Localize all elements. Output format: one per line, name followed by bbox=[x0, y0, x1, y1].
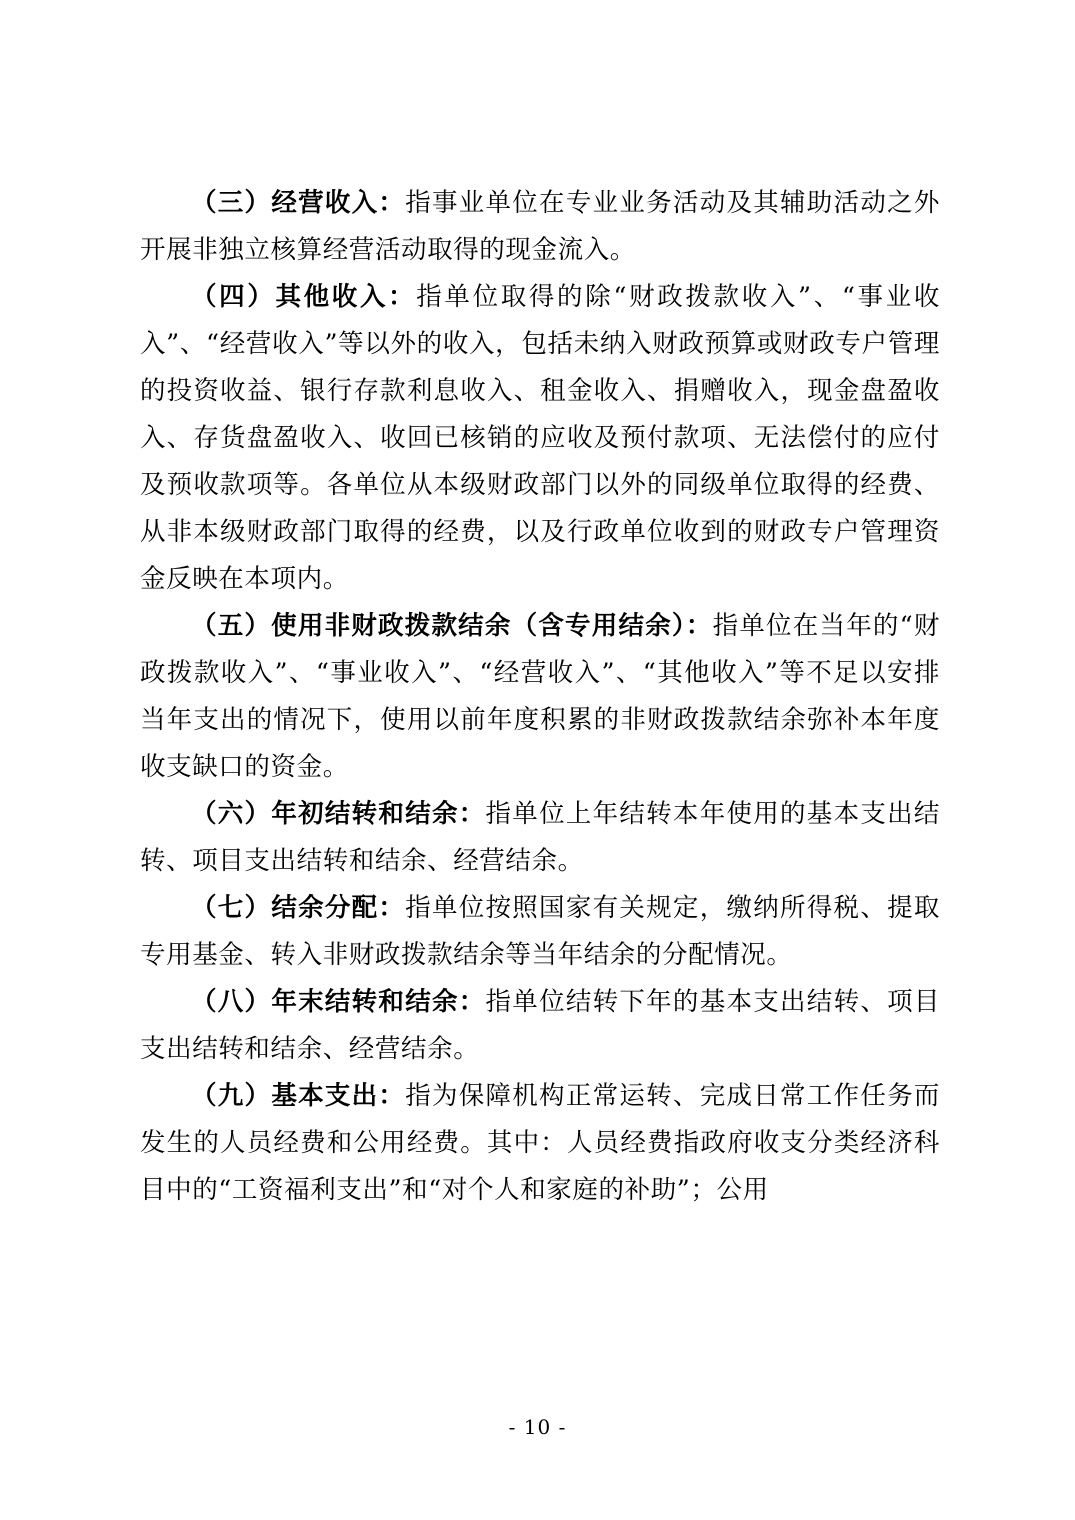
paragraph-text: 指单位在当年的“财政拨款收入”、“事业收入”、“经营收入”、“其他收入”等不足以安排当年支出的情况下，使用以前年度积累的非财政拨款结余弥补本年度收支缺口的资金。 bbox=[140, 611, 940, 782]
document-body bbox=[140, 180, 940, 1214]
paragraph-lead: （七）结余分配： bbox=[191, 893, 406, 923]
paragraph-lead: （九）基本支出： bbox=[191, 1081, 406, 1111]
paragraph-item bbox=[140, 1073, 940, 1214]
paragraph-text: 指单位按照国家有关规定，缴纳所得税、提取专用基金、转入非财政拨款结余等当年结余的分配情况。 bbox=[140, 893, 940, 970]
paragraph-item bbox=[140, 603, 940, 791]
page-number: - 10 - bbox=[508, 1415, 567, 1439]
paragraph-item bbox=[140, 791, 940, 885]
paragraph-lead: （五）使用非财政拨款结余（含专用结余）： bbox=[191, 611, 713, 641]
paragraph-text: 指为保障机构正常运转、完成日常工作任务而发生的人员经费和公用经费。其中：人员经费指政府收支分类经济科目中的“工资福利支出”和“对个人和家庭的补助”；公用 bbox=[140, 1081, 940, 1205]
paragraph-text: 指事业单位在专业业务活动及其辅助活动之外开展非独立核算经营活动取得的现金流入。 bbox=[140, 188, 940, 265]
paragraph-lead: （六）年初结转和结余： bbox=[191, 799, 486, 829]
paragraph-lead: （四）其他收入： bbox=[191, 282, 417, 312]
paragraph-text: 指单位上年结转本年使用的基本支出结转、项目支出结转和结余、经营结余。 bbox=[140, 799, 940, 876]
paragraph-item bbox=[140, 180, 940, 274]
paragraph-item bbox=[140, 979, 940, 1073]
paragraph-item bbox=[140, 885, 940, 979]
paragraph-lead: （三）经营收入： bbox=[191, 188, 406, 218]
paragraph-lead: （八）年末结转和结余： bbox=[191, 987, 486, 1017]
paragraph-item bbox=[140, 274, 940, 603]
paragraph-text: 指单位结转下年的基本支出结转、项目支出结转和结余、经营结余。 bbox=[140, 987, 940, 1064]
paragraph-text: 指单位取得的除“财政拨款收入”、“事业收入”、“经营收入”等以外的收入，包括未纳入财政预算或财政专户管理的投资收益、银行存款利息收入、租金收入、捐赠收入，现金盘盈收入、存货盘盈收入、收回已核销的应收及预付款项、无法偿付的应付及预收款项等。各单位从本级财政部门以外的同级单位取得的经费、从非本级财政部门取得的经费，以及行政单位收到的财政专户管理资金反映在本项内。 bbox=[140, 282, 940, 594]
